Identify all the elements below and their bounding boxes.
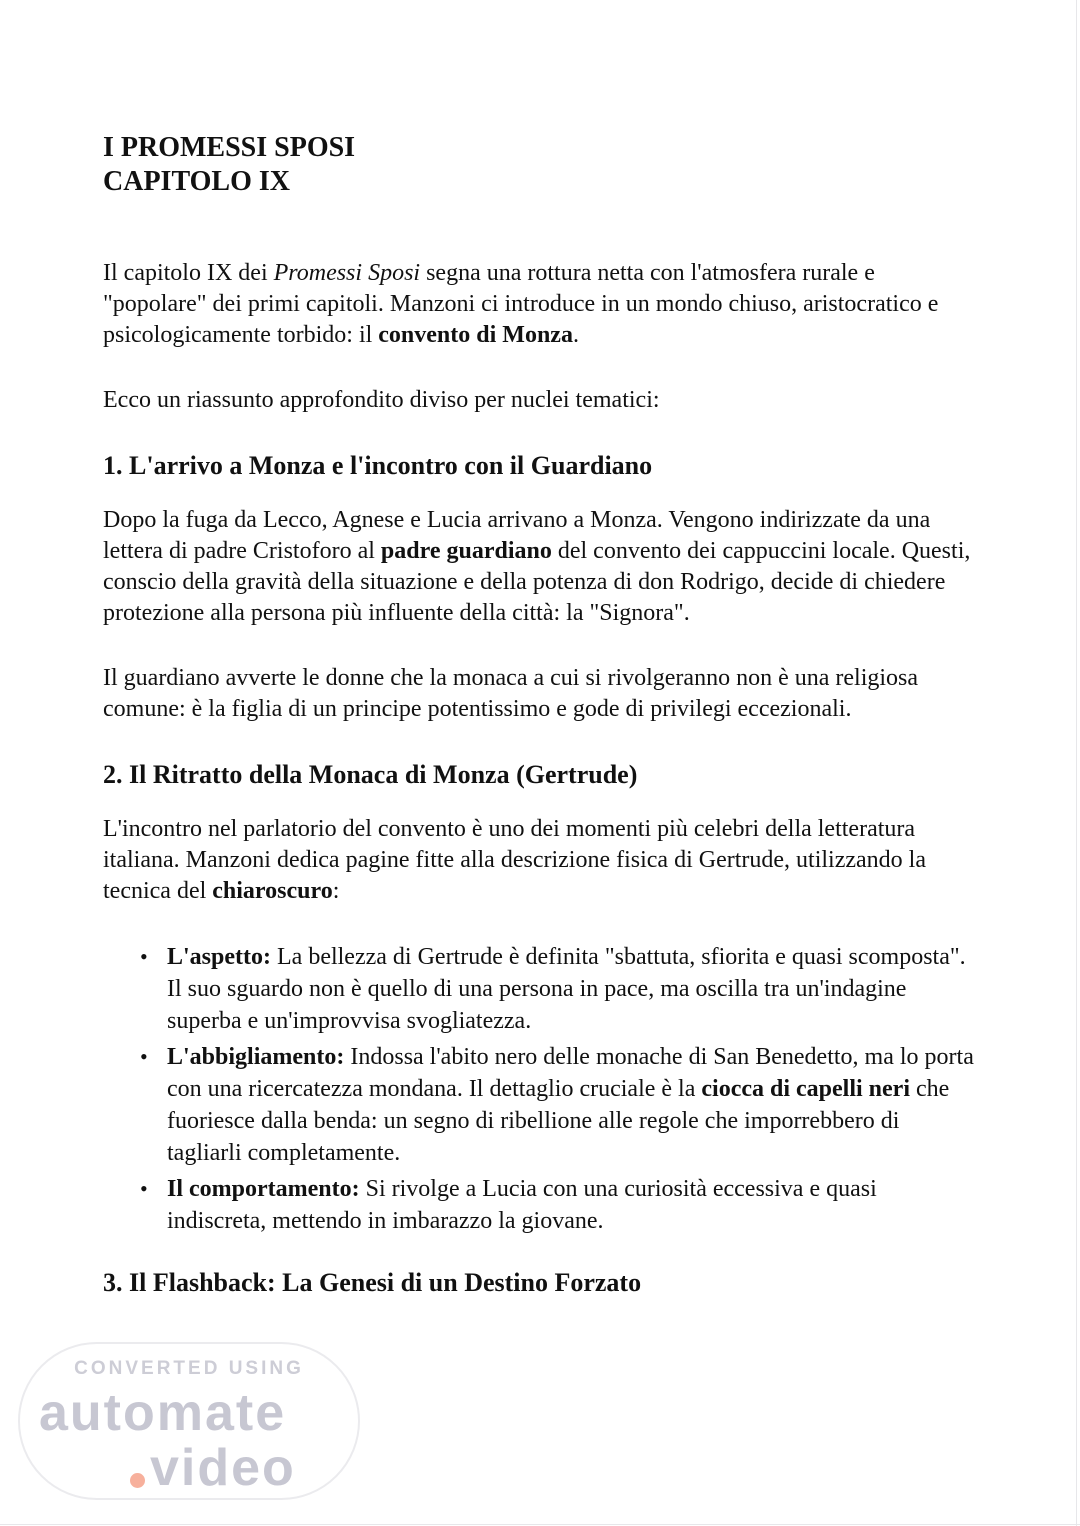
watermark-converted-using-label: CONVERTED USING: [74, 1358, 304, 1379]
document-title: [103, 131, 976, 199]
section-heading: [103, 450, 976, 482]
watermark-brand-automate: automate: [39, 1384, 287, 1442]
section-heading: [103, 1267, 976, 1299]
paragraph: [103, 258, 976, 351]
text-run: Il guardiano avverte le donne che la monaca a cui si rivolgeranno non è una religiosa comune: è la figlia di un principe potentissimo e gode di privilegi eccezionali.: [103, 665, 919, 722]
text-run: padre guardiano: [380, 538, 552, 564]
text-run: 2. Il Ritratto della Monaca di Monza (Gertrude): [103, 760, 638, 789]
paragraph: [103, 505, 976, 629]
text-run: L'aspetto:: [167, 944, 271, 970]
text-run: L'incontro nel parlatorio del convento è uno dei momenti più celebri della letteratura italiana. Manzoni dedica pagine fitte alla descrizione fisica di Gertrude, utilizzando la tecnica del: [103, 816, 926, 904]
text-run: L'abbigliamento:: [167, 1044, 345, 1070]
page-edge-right-line: [1076, 0, 1077, 1526]
document-content: [103, 131, 976, 1322]
text-run: Promessi Sposi: [273, 260, 421, 286]
text-run: Il comportamento:: [167, 1176, 360, 1202]
text-run: Ecco un riassunto approfondito diviso per nuclei tematici:: [103, 387, 660, 413]
text-run: 1. L'arrivo a Monza e l'incontro con il Guardiano: [103, 451, 653, 480]
text-run: 3. Il Flashback: La Genesi di un Destino Forzato: [103, 1268, 642, 1297]
text-run: segna una rottura netta con l'atmosfera rurale e "popolare" dei primi capitoli. Manzoni ci introduce in un mondo chiuso, aristocratico e psicologicamente torbido: il: [103, 260, 939, 348]
list-item: [167, 1173, 976, 1237]
page-edge-bottom-line: [0, 1524, 1080, 1525]
list-item: [167, 941, 976, 1037]
watermark-badge: [18, 1342, 360, 1500]
watermark-brand-video: video: [150, 1439, 296, 1497]
section-heading: [103, 759, 976, 791]
paragraph: [103, 814, 976, 907]
paragraph: [103, 385, 976, 416]
text-run: convento di Monza: [378, 322, 573, 348]
title-line-2: CAPITOLO IX: [103, 166, 290, 197]
text-run: ciocca di capelli neri: [701, 1076, 910, 1102]
watermark-brand-video-row: [130, 1439, 296, 1497]
text-run: Si rivolge a Lucia con una curiosità eccessiva e quasi indiscreta, mettendo in imbarazzo la giovane.: [167, 1176, 877, 1234]
list-item: [167, 1041, 976, 1169]
text-run: Dopo la fuga da Lecco, Agnese e Lucia arrivano a Monza. Vengono indirizzate da una lettera di padre Cristoforo al: [103, 507, 931, 564]
paragraph: [103, 663, 976, 725]
text-run: :: [332, 878, 340, 904]
text-run: .: [572, 322, 579, 348]
text-run: Il capitolo IX dei: [103, 260, 274, 286]
text-run: che fuoriesce dalla benda: un segno di ribellione alle regole che imporrebbero di tagliarli completamente.: [167, 1076, 950, 1166]
document-body: [103, 258, 976, 1299]
text-run: del convento dei cappuccini locale. Questi, conscio della gravità della situazione e della potenza di don Rodrigo, decide di chiedere protezione alla persona più influente della città: la "Signora".: [103, 538, 971, 626]
text-run: Indossa l'abito nero delle monache di San Benedetto, ma lo porta con una ricercatezza mondana. Il dettaglio cruciale è la: [167, 1044, 974, 1102]
text-run: chiaroscuro: [212, 878, 333, 904]
text-run: La bellezza di Gertrude è definita "sbattuta, sfiorita e quasi scomposta". Il suo sguardo non è quello di una persona in pace, ma oscilla tra un'indagine superba e un'improvvisa svogliatezza.: [167, 944, 966, 1034]
title-line-1: I PROMESSI SPOSI: [103, 132, 356, 163]
watermark-dot-icon: [130, 1473, 145, 1488]
bullet-list: [103, 941, 976, 1237]
